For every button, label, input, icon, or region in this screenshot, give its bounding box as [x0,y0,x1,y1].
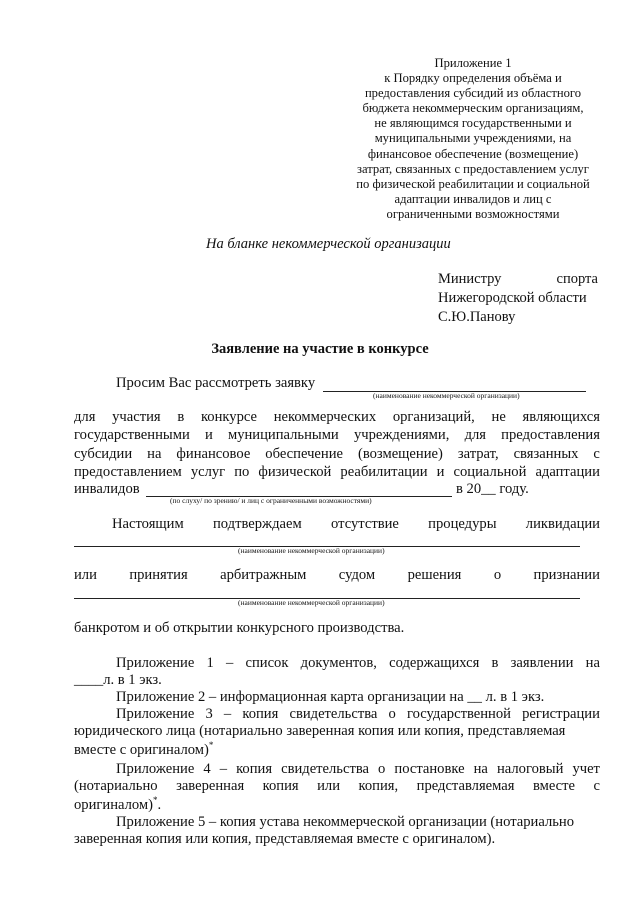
word: 4 [203,761,211,777]
word: на [147,445,162,462]
document-title: Заявление на участие в конкурсе [211,341,429,357]
word: физической [258,463,332,480]
attachment-4-line-2 [74,778,600,795]
word: являющихся [522,409,600,425]
paragraph-line-5-end: в 20__ году. [456,481,529,497]
word: на [585,655,600,671]
annex-line: к Порядку определения объёма и [384,71,562,86]
attachment-1-line-2: ____л. в 1 экз. [74,672,162,688]
word: с [593,445,600,462]
word: копия [236,761,273,777]
paragraph-line [74,426,600,444]
bankruptcy-line: банкротом и об открытии конкурсного производства. [74,620,405,636]
addressee-line-3: С.Ю.Панову [438,309,516,325]
word: конкурсе [200,409,258,425]
word: субсидии [74,445,133,462]
annex-line: бюджета некоммерческим организациям, [362,101,584,116]
word: на [473,761,488,777]
footnote-mark: * [153,795,158,805]
org-name-caption-3: (наименование некоммерческой организации) [238,598,385,607]
word: обеспечение [265,445,343,462]
word: организаций, [392,409,475,425]
confirm-line [112,516,600,533]
annex-line: муниципальными учреждениями, на [374,131,572,146]
word: услуг [190,463,226,480]
word: некоммерческих [273,409,377,425]
word: заявлении [510,655,574,671]
text: оригиналом) [74,796,154,813]
org-name-caption-1: (наименование некоммерческой организации) [373,391,520,400]
word: принятия [129,567,188,583]
decision-line [74,567,600,584]
addressee-block [438,270,598,327]
attachment-1-line-1 [116,655,600,672]
text: вместе с оригиналом) [74,741,209,758]
word: судом [338,567,376,583]
text: юридического лица (нотариально заверенная копия или копия, представляемая [74,723,566,739]
disability-type-caption: (по слуху/ по зрению/ и лиц с ограниченными возможностями) [170,496,372,505]
word: 1 [206,655,214,671]
word: предоставлением [74,463,182,480]
word: (нотариально [74,778,158,794]
word: – [226,655,234,671]
word: регистрации [522,706,600,722]
addressee-word: спорта [556,271,598,287]
word: о [378,761,386,777]
word: по [234,463,250,480]
request-lead: Просим Вас рассмотреть заявку [116,375,316,391]
word: копия [242,706,279,722]
word: подтверждаем [212,516,302,532]
annex-line: адаптации инвалидов и лиц с [394,191,552,206]
word: учреждениями, [353,427,450,444]
annex-line: ограниченными возможностями [386,206,560,221]
attachment-3-line-1 [116,706,600,723]
word: признании [533,567,600,583]
word: муниципальными [227,427,339,444]
attachment-3-line-2 [74,723,600,740]
attachment-4-line-1 [116,761,600,778]
word: Приложение [116,706,195,722]
body-paragraph [74,408,600,481]
word: процедуры [428,516,497,532]
word: Приложение [116,761,195,777]
word: финансовое [176,445,251,462]
addressee-line-2: Нижегородской области [438,290,587,306]
word: в [491,655,499,671]
word: содержащихся [389,655,480,671]
word: копия [262,778,299,794]
word: учет [572,761,600,777]
word: решения [407,567,462,583]
word: свидетельства [281,761,369,777]
word: связанных [513,445,579,462]
word: и [436,463,445,480]
word: свидетельства [289,706,378,722]
word: и [204,427,213,444]
annex-line: финансовое обеспечение (возмещение) [367,146,579,161]
annex-line: не являющимся государственными и [374,116,572,131]
word: участия [112,409,161,425]
org-name-caption-2: (наименование некоммерческой организации) [238,546,385,555]
footnote-mark: * [208,740,214,750]
word: список [245,655,289,671]
word: затрат, [457,445,499,462]
word: 3 [205,706,213,722]
word: постановке [394,761,465,777]
word: или [74,567,97,583]
attachment-3-line-3 [74,740,213,759]
word: не [491,409,506,425]
paragraph-line-5-start: инвалидов [74,481,140,497]
attachment-5-line-2: заверенная копия или копия, представляемая вместе с оригиналом). [74,831,496,847]
paragraph-line [74,408,600,426]
word: ликвидации [525,516,600,532]
word: Настоящим [112,516,184,532]
word: документов, [300,655,377,671]
word: вместе [532,778,576,794]
word: – [219,761,228,777]
attachment-4-line-3 [74,795,161,814]
period: . [157,796,162,813]
word: Приложение [116,655,195,671]
paragraph-line [74,463,600,481]
word: с [593,778,600,794]
word: в [177,409,185,425]
attachment-2: Приложение 2 – информационная карта организации на __ л. в 1 экз. [116,689,545,705]
annex-header [340,56,606,222]
word: копия, [358,778,399,794]
word: представляемая [416,778,515,794]
attachment-5-line-1: Приложение 5 – копия устава некоммерческой организации (нотариально [116,814,574,830]
word: отсутствие [331,516,399,532]
word: или [317,778,341,794]
addressee-line-1 [438,270,598,289]
word: государственными [74,427,190,444]
word: социальной [453,463,527,480]
paragraph-line [74,445,600,463]
word: для [74,409,96,425]
word: заверенная [176,778,245,794]
addressee-word: Министру [438,271,502,287]
word: реабилитации [340,463,428,480]
word: налоговый [496,761,564,777]
annex-line: по физической реабилитации и социальной [356,176,590,191]
word: адаптации [535,463,600,480]
annex-line: Приложение 1 [434,56,512,70]
letterhead-note: На бланке некоммерческой организации [206,236,451,252]
word: о [493,567,502,583]
word: для [464,427,486,444]
word: – [223,706,232,722]
word: арбитражным [220,567,307,583]
word: (возмещение) [357,445,443,462]
word: о [388,706,396,722]
annex-line: предоставления субсидий из областного [364,86,582,101]
word: предоставления [501,427,600,444]
annex-line: затрат, связанных с предоставлением услуг [357,161,589,176]
word: государственной [406,706,511,722]
